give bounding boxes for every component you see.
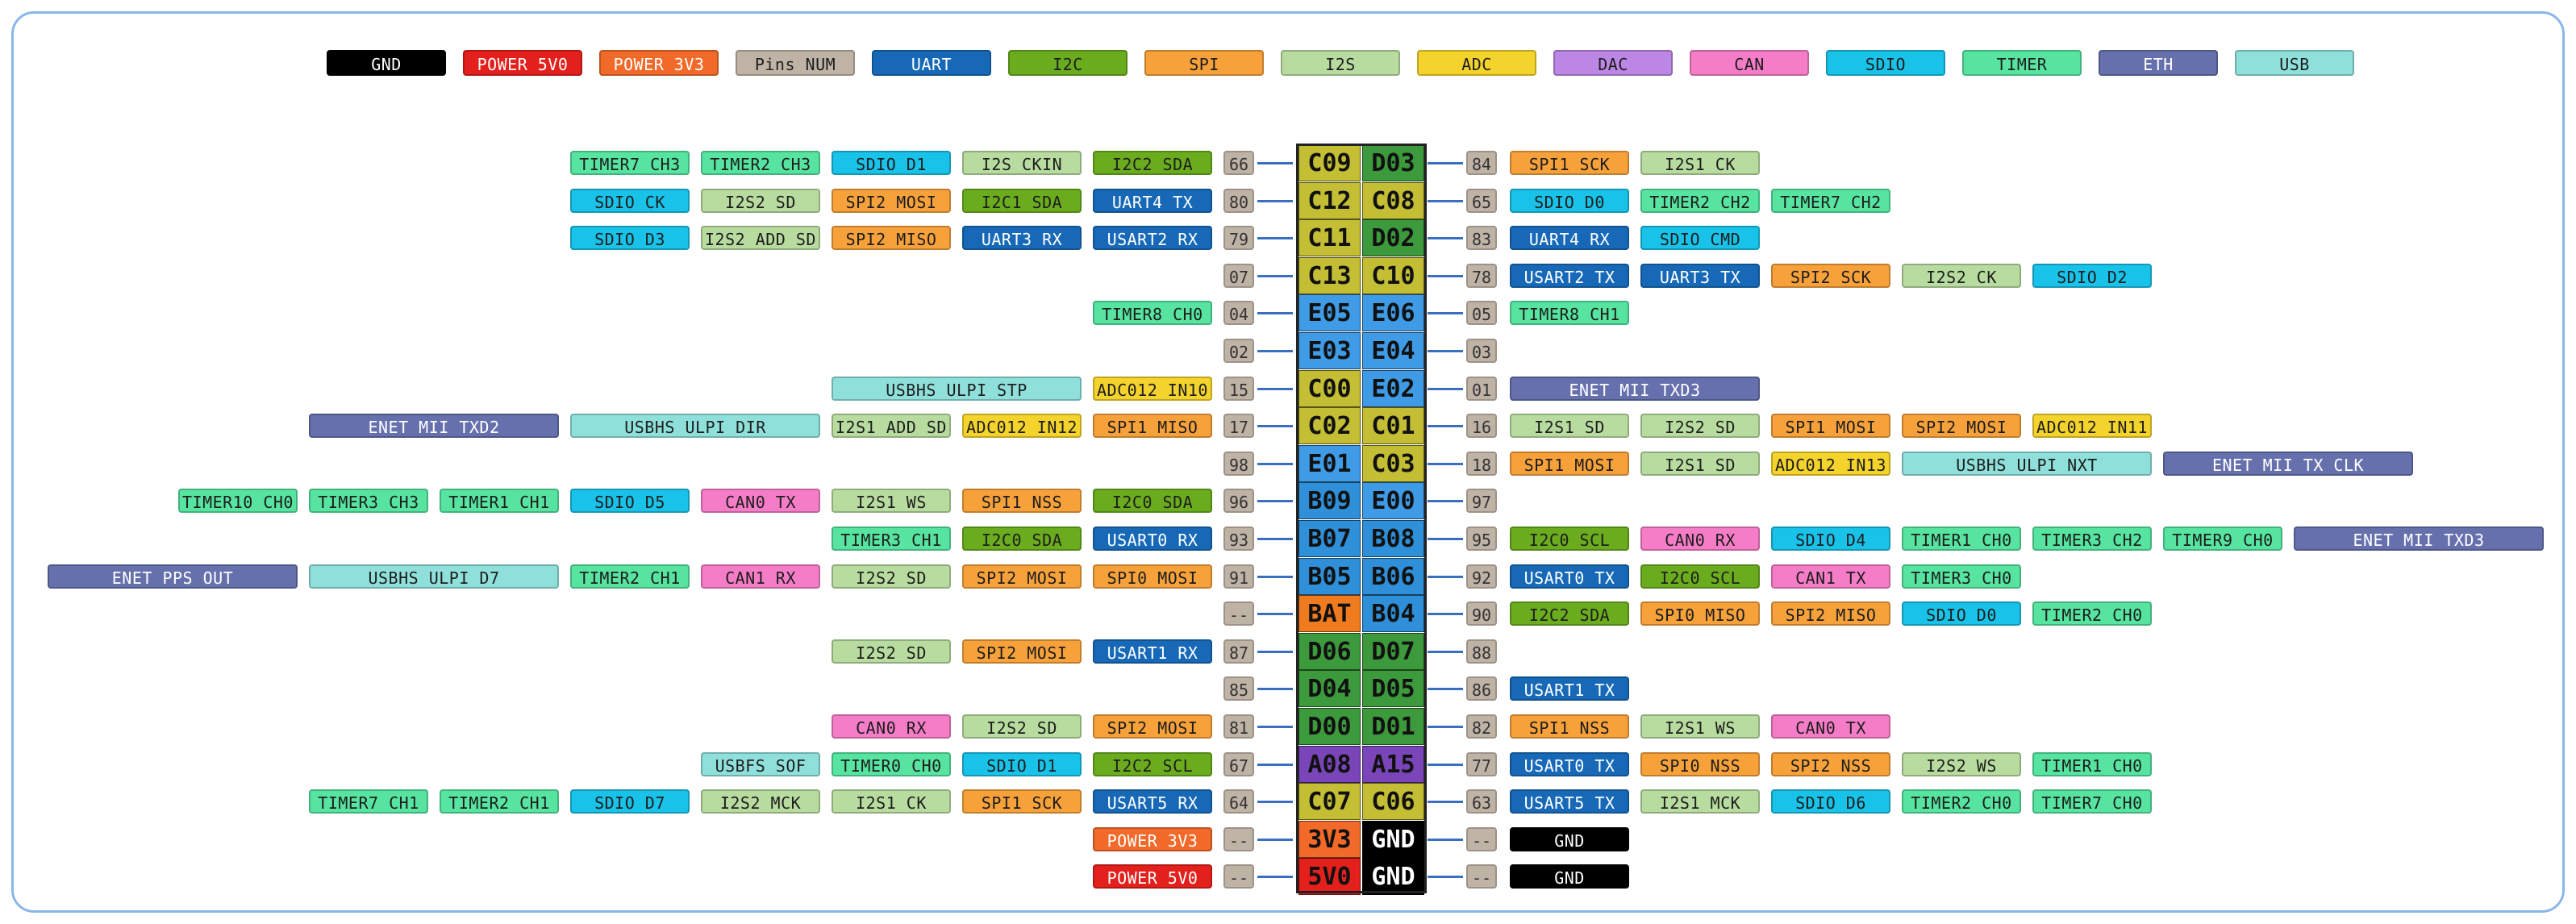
signal-i2c2-scl: I2C2_SCL: [1093, 752, 1212, 776]
pin-number: 97: [1466, 489, 1497, 513]
signal-i2s2-sd: I2S2_SD: [701, 189, 820, 213]
header-pin-b06: B06: [1362, 558, 1424, 595]
signal-i2s2-ws: I2S2_WS: [1902, 752, 2021, 776]
signal-i2s1-ck: I2S1_CK: [1640, 151, 1760, 175]
signal-timer8-ch0: TIMER8_CH0: [1093, 301, 1212, 325]
header-pin-d04: D04: [1298, 670, 1361, 707]
signal-i2c2-sda: I2C2_SDA: [1510, 601, 1629, 626]
header-pin-gnd: GND: [1362, 821, 1424, 858]
pin-number: 82: [1466, 714, 1497, 739]
signal-timer8-ch1: TIMER8_CH1: [1510, 301, 1629, 325]
header-pin-b09: B09: [1298, 482, 1361, 519]
pin-number: 78: [1466, 264, 1497, 288]
signal-spi2-mosi: SPI2_MOSI: [832, 189, 951, 213]
signal-spi2-sck: SPI2_SCK: [1771, 264, 1890, 288]
legend-power-5v0: POWER 5V0: [463, 50, 582, 76]
signal-i2c2-sda: I2C2_SDA: [1093, 151, 1212, 175]
signal-sdio-cmd: SDIO_CMD: [1640, 226, 1760, 250]
pin-number: 83: [1466, 226, 1497, 250]
pin-number: --: [1223, 864, 1254, 889]
legend-sdio: SDIO: [1826, 50, 1945, 76]
connector-line: [1257, 350, 1293, 352]
signal-timer2-ch3: TIMER2_CH3: [701, 151, 820, 175]
header-pin-e02: E02: [1362, 370, 1424, 407]
signal-uart4-rx: UART4_RX: [1510, 226, 1629, 250]
header-pin-d07: D07: [1362, 633, 1424, 670]
pin-number: 66: [1223, 151, 1254, 175]
legend-eth: ETH: [2099, 50, 2218, 76]
signal-power-5v0: POWER 5V0: [1093, 864, 1212, 889]
signal-spi1-mosi: SPI1_MOSI: [1510, 452, 1629, 476]
header-pin-c12: C12: [1298, 182, 1361, 219]
connector-line: [1428, 538, 1463, 540]
pin-number: 18: [1466, 452, 1497, 476]
signal-spi1-sck: SPI1_SCK: [962, 789, 1082, 814]
signal-timer7-ch2: TIMER7_CH2: [1771, 189, 1890, 213]
signal-usart1-tx: USART1_TX: [1510, 676, 1629, 701]
connector-line: [1428, 500, 1463, 502]
signal-timer3-ch2: TIMER3_CH2: [2032, 527, 2152, 551]
signal-usbhs-ulpi-nxt: USBHS_ULPI_NXT: [1902, 452, 2152, 476]
pin-number: --: [1223, 601, 1254, 626]
legend-dac: DAC: [1553, 50, 1673, 76]
connector-line: [1257, 801, 1293, 803]
signal-i2s1-ck: I2S1_CK: [832, 789, 951, 814]
header-pin-e00: E00: [1362, 482, 1424, 519]
pin-number: 07: [1223, 264, 1254, 288]
legend-can: CAN: [1690, 50, 1809, 76]
signal-enet-mii-txd2: ENET_MII_TXD2: [309, 414, 559, 438]
signal-spi1-miso: SPI1_MISO: [1093, 414, 1212, 438]
signal-power-3v3: POWER 3V3: [1093, 827, 1212, 851]
signal-can0-rx: CAN0_RX: [832, 714, 951, 739]
signal-enet-mii-tx-clk: ENET_MII_TX_CLK: [2163, 452, 2413, 476]
signal-sdio-d6: SDIO_D6: [1771, 789, 1890, 814]
pin-number: 63: [1466, 789, 1497, 814]
header-pin-c07: C07: [1298, 783, 1361, 820]
connector-line: [1428, 613, 1463, 615]
signal-usart2-tx: USART2_TX: [1510, 264, 1629, 288]
signal-i2s1-sd: I2S1_SD: [1640, 452, 1760, 476]
header-pin-e04: E04: [1362, 332, 1424, 369]
header-pin-d03: D03: [1362, 144, 1424, 181]
signal-uart4-tx: UART4_TX: [1093, 189, 1212, 213]
pin-number: 77: [1466, 752, 1497, 776]
connector-line: [1428, 463, 1463, 465]
signal-timer7-ch1: TIMER7_CH1: [309, 789, 428, 814]
connector-line: [1257, 312, 1293, 314]
signal-can1-rx: CAN1_RX: [701, 564, 820, 589]
signal-timer2-ch1: TIMER2_CH1: [440, 789, 559, 814]
pin-number: 64: [1223, 789, 1254, 814]
signal-sdio-d2: SDIO_D2: [2032, 264, 2152, 288]
pin-number: 67: [1223, 752, 1254, 776]
connector-line: [1428, 801, 1463, 803]
connector-line: [1257, 463, 1293, 465]
signal-usbfs-sof: USBFS_SOF: [701, 752, 820, 776]
pin-number: 88: [1466, 639, 1497, 664]
header-pin-d05: D05: [1362, 670, 1424, 707]
signal-spi0-nss: SPI0_NSS: [1640, 752, 1760, 776]
signal-i2c0-sda: I2C0_SDA: [1093, 489, 1212, 513]
pin-number: 04: [1223, 301, 1254, 325]
signal-i2s2-ck: I2S2_CK: [1902, 264, 2021, 288]
connector-line: [1257, 275, 1293, 277]
signal-timer1-ch0: TIMER1_CH0: [1902, 527, 2021, 551]
connector-line: [1257, 200, 1293, 202]
signal-i2s1-ws: I2S1_WS: [1640, 714, 1760, 739]
connector-line: [1257, 538, 1293, 540]
signal-adc012-in10: ADC012_IN10: [1093, 377, 1212, 401]
signal-enet-mii-txd3: ENET_MII_TXD3: [1510, 377, 1760, 401]
signal-i2s1-sd: I2S1_SD: [1510, 414, 1629, 438]
pin-number: 65: [1466, 189, 1497, 213]
legend-timer: TIMER: [1962, 50, 2082, 76]
signal-sdio-d7: SDIO_D7: [570, 789, 690, 814]
signal-adc012-in12: ADC012_IN12: [962, 414, 1082, 438]
signal-i2c0-scl: I2C0_SCL: [1510, 527, 1629, 551]
pin-number: --: [1223, 827, 1254, 851]
signal-can1-tx: CAN1_TX: [1771, 564, 1890, 589]
signal-uart3-tx: UART3_TX: [1640, 264, 1760, 288]
legend-usb: USB: [2235, 50, 2354, 76]
signal-i2s2-mck: I2S2_MCK: [701, 789, 820, 814]
connector-line: [1428, 651, 1463, 653]
signal-spi2-miso: SPI2_MISO: [1771, 601, 1890, 626]
connector-line: [1257, 726, 1293, 728]
signal-uart3-rx: UART3_RX: [962, 226, 1082, 250]
pin-number: 92: [1466, 564, 1497, 589]
connector-line: [1257, 237, 1293, 239]
signal-i2s2-sd: I2S2_SD: [832, 564, 951, 589]
pin-number: 84: [1466, 151, 1497, 175]
header-pin-d02: D02: [1362, 219, 1424, 256]
header-pin-d01: D01: [1362, 708, 1424, 745]
signal-timer7-ch0: TIMER7_CH0: [2032, 789, 2152, 814]
signal-enet-pps-out: ENET_PPS_OUT: [48, 564, 298, 589]
header-pin-c02: C02: [1298, 407, 1361, 444]
signal-timer3-ch1: TIMER3_CH1: [832, 527, 951, 551]
signal-usbhs-ulpi-dir: USBHS_ULPI_DIR: [570, 414, 820, 438]
signal-can0-tx: CAN0_TX: [1771, 714, 1890, 739]
signal-sdio-d0: SDIO_D0: [1510, 189, 1629, 213]
signal-timer2-ch1: TIMER2_CH1: [570, 564, 690, 589]
connector-line: [1428, 388, 1463, 390]
pin-number: 87: [1223, 639, 1254, 664]
header-pin-c00: C00: [1298, 370, 1361, 407]
header-pin-bat: BAT: [1298, 595, 1361, 632]
signal-i2s1-ws: I2S1_WS: [832, 489, 951, 513]
signal-sdio-ck: SDIO_CK: [570, 189, 690, 213]
signal-spi2-mosi: SPI2_MOSI: [1093, 714, 1212, 739]
signal-timer3-ch3: TIMER3_CH3: [309, 489, 428, 513]
signal-spi1-sck: SPI1_SCK: [1510, 151, 1629, 175]
pin-number: 17: [1223, 414, 1254, 438]
legend-i2c: I2C: [1008, 50, 1128, 76]
signal-timer1-ch1: TIMER1_CH1: [440, 489, 559, 513]
signal-i2s1-mck: I2S1_MCK: [1640, 789, 1760, 814]
signal-timer2-ch2: TIMER2_CH2: [1640, 189, 1760, 213]
signal-timer0-ch0: TIMER0_CH0: [832, 752, 951, 776]
legend-power-3v3: POWER 3V3: [599, 50, 719, 76]
connector-line: [1257, 764, 1293, 766]
signal-usbhs-ulpi-d7: USBHS_ULPI_D7: [309, 564, 559, 589]
connector-line: [1257, 500, 1293, 502]
header-pin-c03: C03: [1362, 445, 1424, 482]
connector-line: [1428, 576, 1463, 578]
connector-line: [1257, 425, 1293, 427]
signal-i2s2-sd: I2S2_SD: [1640, 414, 1760, 438]
header-pin-c06: C06: [1362, 783, 1424, 820]
pin-number: 15: [1223, 377, 1254, 401]
header-pin-d00: D00: [1298, 708, 1361, 745]
connector-line: [1257, 688, 1293, 690]
signal-gnd: GND: [1510, 864, 1629, 889]
header-pin-b04: B04: [1362, 595, 1424, 632]
signal-i2s2-sd: I2S2_SD: [832, 639, 951, 664]
connector-line: [1428, 764, 1463, 766]
connector-line: [1428, 237, 1463, 239]
signal-usart2-rx: USART2_RX: [1093, 226, 1212, 250]
signal-timer2-ch0: TIMER2_CH0: [1902, 789, 2021, 814]
signal-sdio-d3: SDIO_D3: [570, 226, 690, 250]
connector-line: [1428, 839, 1463, 841]
signal-spi0-mosi: SPI0_MOSI: [1093, 564, 1212, 589]
pin-number: 81: [1223, 714, 1254, 739]
pin-number: 93: [1223, 527, 1254, 551]
header-pin-a08: A08: [1298, 746, 1361, 783]
connector-line: [1257, 576, 1293, 578]
signal-can0-tx: CAN0_TX: [701, 489, 820, 513]
header-pin-gnd: GND: [1362, 858, 1424, 895]
header-pin-b07: B07: [1298, 520, 1361, 557]
signal-i2s1-add-sd: I2S1_ADD_SD: [832, 414, 951, 438]
signal-sdio-d4: SDIO_D4: [1771, 527, 1890, 551]
connector-line: [1428, 350, 1463, 352]
pin-number: 98: [1223, 452, 1254, 476]
signal-i2c1-sda: I2C1_SDA: [962, 189, 1082, 213]
signal-spi0-miso: SPI0_MISO: [1640, 601, 1760, 626]
header-pin-e01: E01: [1298, 445, 1361, 482]
signal-adc012-in13: ADC012_IN13: [1771, 452, 1890, 476]
signal-usart5-rx: USART5_RX: [1093, 789, 1212, 814]
legend-spi: SPI: [1144, 50, 1264, 76]
header-pin-c09: C09: [1298, 144, 1361, 181]
connector-line: [1428, 312, 1463, 314]
connector-line: [1428, 726, 1463, 728]
legend-gnd: GND: [327, 50, 446, 76]
pin-number: 95: [1466, 527, 1497, 551]
signal-spi2-nss: SPI2_NSS: [1771, 752, 1890, 776]
pin-number: 86: [1466, 676, 1497, 701]
signal-usart5-tx: USART5_TX: [1510, 789, 1629, 814]
header-pin-b05: B05: [1298, 558, 1361, 595]
legend-uart: UART: [872, 50, 991, 76]
connector-line: [1257, 839, 1293, 841]
connector-line: [1428, 162, 1463, 164]
signal-timer10-ch0: TIMER10_CH0: [178, 489, 298, 513]
pin-number: 96: [1223, 489, 1254, 513]
connector-line: [1428, 275, 1463, 277]
header-pin-d06: D06: [1298, 633, 1361, 670]
pin-number: 79: [1223, 226, 1254, 250]
pin-number: 03: [1466, 339, 1497, 363]
signal-gnd: GND: [1510, 827, 1629, 851]
header-pin-c11: C11: [1298, 219, 1361, 256]
signal-timer1-ch0: TIMER1_CH0: [2032, 752, 2152, 776]
signal-timer3-ch0: TIMER3_CH0: [1902, 564, 2021, 589]
signal-spi1-nss: SPI1_NSS: [962, 489, 1082, 513]
signal-spi1-nss: SPI1_NSS: [1510, 714, 1629, 739]
connector-line: [1257, 876, 1293, 878]
connector-line: [1257, 613, 1293, 615]
signal-timer7-ch3: TIMER7_CH3: [570, 151, 690, 175]
signal-usart0-tx: USART0_TX: [1510, 564, 1629, 589]
connector-line: [1428, 688, 1463, 690]
connector-line: [1257, 162, 1293, 164]
header-pin-e05: E05: [1298, 294, 1361, 331]
header-pin-3v3: 3V3: [1298, 821, 1361, 858]
signal-enet-mii-txd3: ENET_MII_TXD3: [2294, 527, 2544, 551]
signal-sdio-d5: SDIO_D5: [570, 489, 690, 513]
pin-number: 85: [1223, 676, 1254, 701]
header-pin-c13: C13: [1298, 257, 1361, 294]
header-pin-b08: B08: [1362, 520, 1424, 557]
pin-number: 02: [1223, 339, 1254, 363]
header-pin-5v0: 5V0: [1298, 858, 1361, 895]
header-pin-c01: C01: [1362, 407, 1424, 444]
pin-number: 90: [1466, 601, 1497, 626]
signal-sdio-d1: SDIO_D1: [832, 151, 951, 175]
signal-i2s2-add-sd: I2S2_ADD_SD: [701, 226, 820, 250]
signal-usart0-rx: USART0_RX: [1093, 527, 1212, 551]
signal-spi2-mosi: SPI2_MOSI: [962, 639, 1082, 664]
signal-spi2-mosi: SPI2_MOSI: [962, 564, 1082, 589]
signal-i2c0-scl: I2C0_SCL: [1640, 564, 1760, 589]
signal-adc012-in11: ADC012_IN11: [2032, 414, 2152, 438]
signal-usbhs-ulpi-stp: USBHS_ULPI_STP: [832, 377, 1082, 401]
legend-adc: ADC: [1417, 50, 1536, 76]
pin-number: 80: [1223, 189, 1254, 213]
connector-line: [1257, 388, 1293, 390]
signal-spi2-mosi: SPI2_MOSI: [1902, 414, 2021, 438]
header-pin-e03: E03: [1298, 332, 1361, 369]
signal-usart0-tx: USART0_TX: [1510, 752, 1629, 776]
signal-usart1-rx: USART1_RX: [1093, 639, 1212, 664]
signal-spi2-miso: SPI2_MISO: [832, 226, 951, 250]
connector-line: [1428, 200, 1463, 202]
header-pin-a15: A15: [1362, 746, 1424, 783]
connector-line: [1428, 876, 1463, 878]
signal-sdio-d1: SDIO_D1: [962, 752, 1082, 776]
pin-number: --: [1466, 827, 1497, 851]
signal-i2s2-sd: I2S2_SD: [962, 714, 1082, 739]
pin-number: 91: [1223, 564, 1254, 589]
pin-number: --: [1466, 864, 1497, 889]
header-pin-c10: C10: [1362, 257, 1424, 294]
pin-number: 16: [1466, 414, 1497, 438]
signal-i2c0-sda: I2C0_SDA: [962, 527, 1082, 551]
signal-timer2-ch0: TIMER2_CH0: [2032, 601, 2152, 626]
signal-timer9-ch0: TIMER9_CH0: [2163, 527, 2282, 551]
legend-i2s: I2S: [1281, 50, 1400, 76]
legend-pins-num: Pins NUM: [736, 50, 855, 76]
signal-sdio-d0: SDIO_D0: [1902, 601, 2021, 626]
pin-number: 01: [1466, 377, 1497, 401]
signal-can0-rx: CAN0_RX: [1640, 527, 1760, 551]
header-pin-c08: C08: [1362, 182, 1424, 219]
signal-spi1-mosi: SPI1_MOSI: [1771, 414, 1890, 438]
pin-number: 05: [1466, 301, 1497, 325]
signal-i2s-ckin: I2S_CKIN: [962, 151, 1082, 175]
connector-line: [1428, 425, 1463, 427]
header-pin-e06: E06: [1362, 294, 1424, 331]
connector-line: [1257, 651, 1293, 653]
